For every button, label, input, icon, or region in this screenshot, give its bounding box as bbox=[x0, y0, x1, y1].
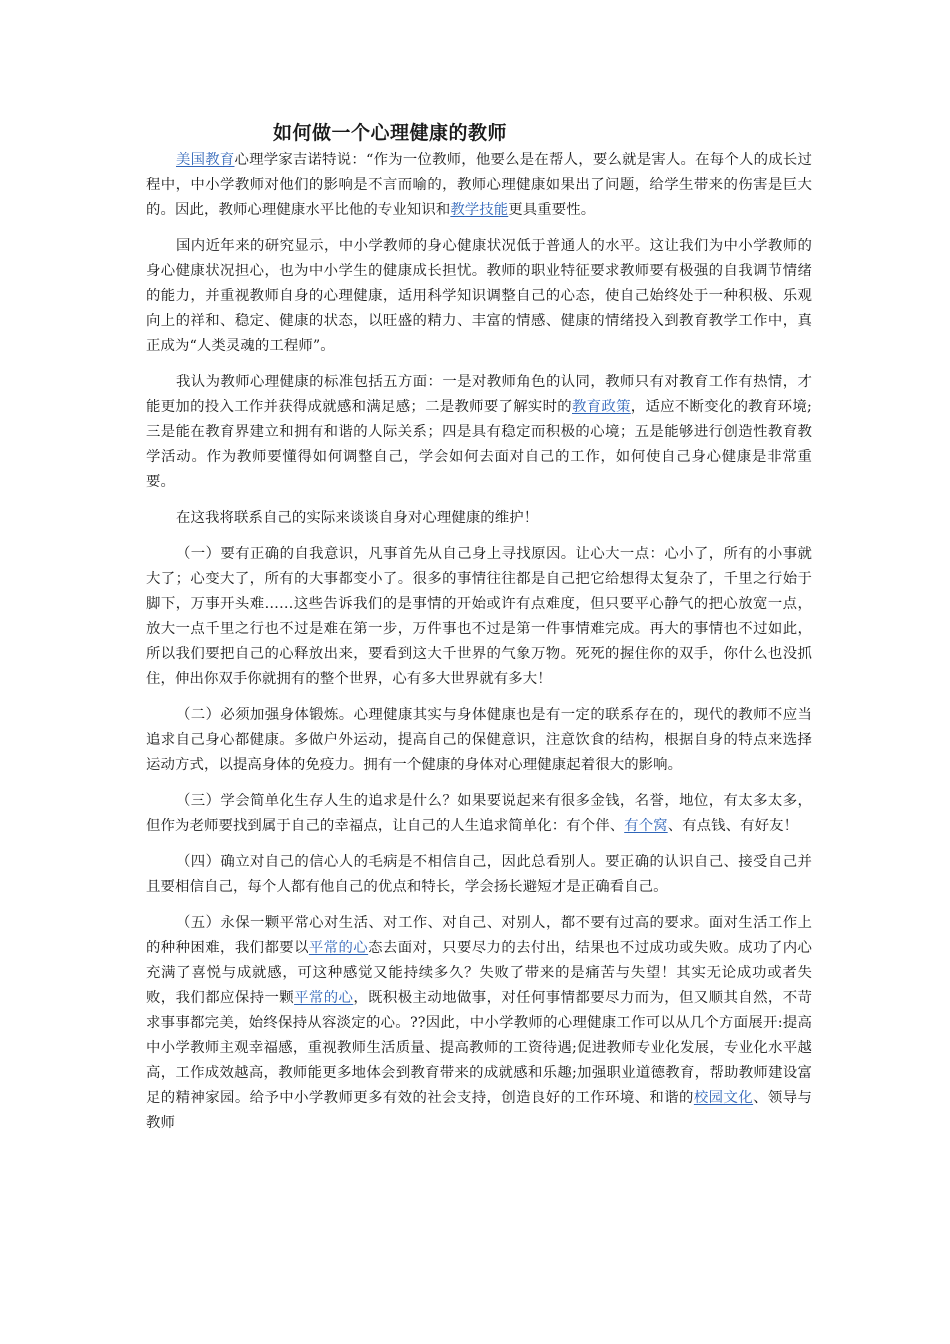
paragraph-text: 、领导与教师 bbox=[146, 1090, 813, 1131]
document-body bbox=[146, 148, 812, 1136]
paragraph-text: 国内近年来的研究显示，中小学教师的身心健康状况低于普通人的水平。这让我们为中小学教师的身心健康状况担心，也为中小学生的健康成长担忧。教师的职业特征要求教师要有极强的自我调节情绪的能力，并重视教师自身的心理健康，适用科学知识调整自己的心态，使自己始终处于一种积极、乐观向上的祥和、稳定、健康的状态，以旺盛的精力、丰富的情感、健康的情绪投入到教育教学工作中，真正成为“人类灵魂的工程师”。 bbox=[146, 238, 812, 354]
paragraph-text: （一）要有正确的自我意识，凡事首先从自己身上寻找原因。让心大一点：心小了，所有的小事就大了；心变大了，所有的大事都变小了。很多的事情往往都是自己把它给想得太复杂了，千里之行始于脚下，万事开头难……这些告诉我们的是事情的开始或许有点难度，但只要平心静气的把心放宽一点，放大一点千里之行也不过是难在第一步，万件事也不过是第一件事情难完成。再大的事情也不过如此，所以我们要把自己的心释放出来，要看到这大千世界的气象万物。死死的握住你的双手，你什么也没抓住，伸出你双手你就拥有的整个世界，心有多大世界就有多大！ bbox=[146, 546, 812, 687]
paragraph-text: 我认为教师心理健康的标准包括五方面：一是对教师角色的认同，教师只有对教育工作有热情，才能更加的投入工作并获得成就感和满足感；二是教师要了解实时的 bbox=[146, 374, 812, 415]
paragraph bbox=[146, 148, 812, 223]
paragraph-text: 心理学家吉诺特说：“作为一位教师，他要么是在帮人，要么就是害人。在每个人的成长过程中，中小学教师对他们的影响是不言而喻的，教师心理健康如果出了问题，给学生带来的伤害是巨大的。因此，教师心理健康水平比他的专业知识和 bbox=[146, 152, 812, 218]
hyperlink[interactable]: 有个窝 bbox=[624, 818, 668, 834]
paragraph bbox=[146, 542, 812, 692]
paragraph-text: （二）必须加强身体锻炼。心理健康其实与身体健康也是有一定的联系存在的，现代的教师不应当追求自己身心都健康。多做户外运动，提高自己的保健意识，注意饮食的结构，根据自身的特点来选择运动方式，以提高身体的免疫力。拥有一个健康的身体对心理健康起着很大的影响。 bbox=[146, 707, 812, 773]
document-page bbox=[146, 118, 812, 1147]
paragraph-text: （三）学会简单化生存人生的追求是什么？如果要说起来有很多金钱，名誉，地位，有太多太多，但作为老师要找到属于自己的幸福点，让自己的人生追求简单化：有个伴、 bbox=[146, 793, 812, 834]
hyperlink[interactable]: 平常的心 bbox=[294, 990, 354, 1006]
paragraph bbox=[146, 506, 812, 531]
paragraph bbox=[146, 911, 812, 1136]
paragraph-text: 在这我将联系自己的实际来谈谈自身对心理健康的维护！ bbox=[176, 510, 539, 526]
paragraph-text: ，适应不断变化的教育环境;三是能在教育界建立和拥有和谐的人际关系；四是具有稳定而积极的心境；五是能够进行创造性教育教学活动。作为教师要懂得如何调整自己，学会如何去面对自己的工作，如何使自己身心健康是非常重要。 bbox=[146, 399, 812, 490]
hyperlink[interactable]: 教学技能 bbox=[450, 202, 509, 218]
paragraph-text: 、有点钱、有好友！ bbox=[667, 818, 799, 834]
paragraph-text: 态去面对，只要尽力的去付出，结果也不过成功或失败。成功了内心充满了喜悦与成就感，可这种感觉又能持续多久？失败了带来的是痛苦与失望！其实无论成功或者失败，我们都应保持一颗 bbox=[146, 940, 812, 1006]
paragraph bbox=[146, 703, 812, 778]
paragraph-text: （五）永保一颗平常心对生活、对工作、对自己、对别人，都不要有过高的要求。面对生活工作上的种种困难，我们都要以 bbox=[146, 915, 812, 956]
paragraph bbox=[146, 850, 812, 900]
hyperlink[interactable]: 美国教育 bbox=[176, 152, 235, 168]
document-title: 如何做一个心理健康的教师 bbox=[273, 122, 508, 144]
paragraph-text: ，既积极主动地做事，对任何事情都要尽力而为，但又顺其自然，不苛求事事都完美，始终保持从容淡定的心。??因此，中小学教师的心理健康工作可以从几个方面展开:提高中小学教师主观幸福感，重视教师生活质量、提高教师的工资待遇;促进教师专业化发展，专业化水平越高，工作成效越高，教师能更多地体会到教育带来的成就感和乐趣;加强职业道德教育，帮助教师建设富足的精神家园。给予中小学教师更多有效的社会支持，创造良好的工作环境、和谐的 bbox=[146, 990, 812, 1106]
paragraph-text: （四）确立对自己的信心人的毛病是不相信自己，因此总看别人。要正确的认识自己、接受自己并且要相信自己，每个人都有他自己的优点和特长，学会扬长避短才是正确看自己。 bbox=[146, 854, 812, 895]
paragraph bbox=[146, 370, 812, 495]
hyperlink[interactable]: 校园文化 bbox=[693, 1090, 754, 1106]
hyperlink[interactable]: 教育政策 bbox=[572, 399, 631, 415]
hyperlink[interactable]: 平常的心 bbox=[308, 940, 369, 956]
paragraph-text: 更具重要性。 bbox=[508, 202, 596, 218]
paragraph bbox=[146, 789, 812, 839]
paragraph bbox=[146, 234, 812, 359]
